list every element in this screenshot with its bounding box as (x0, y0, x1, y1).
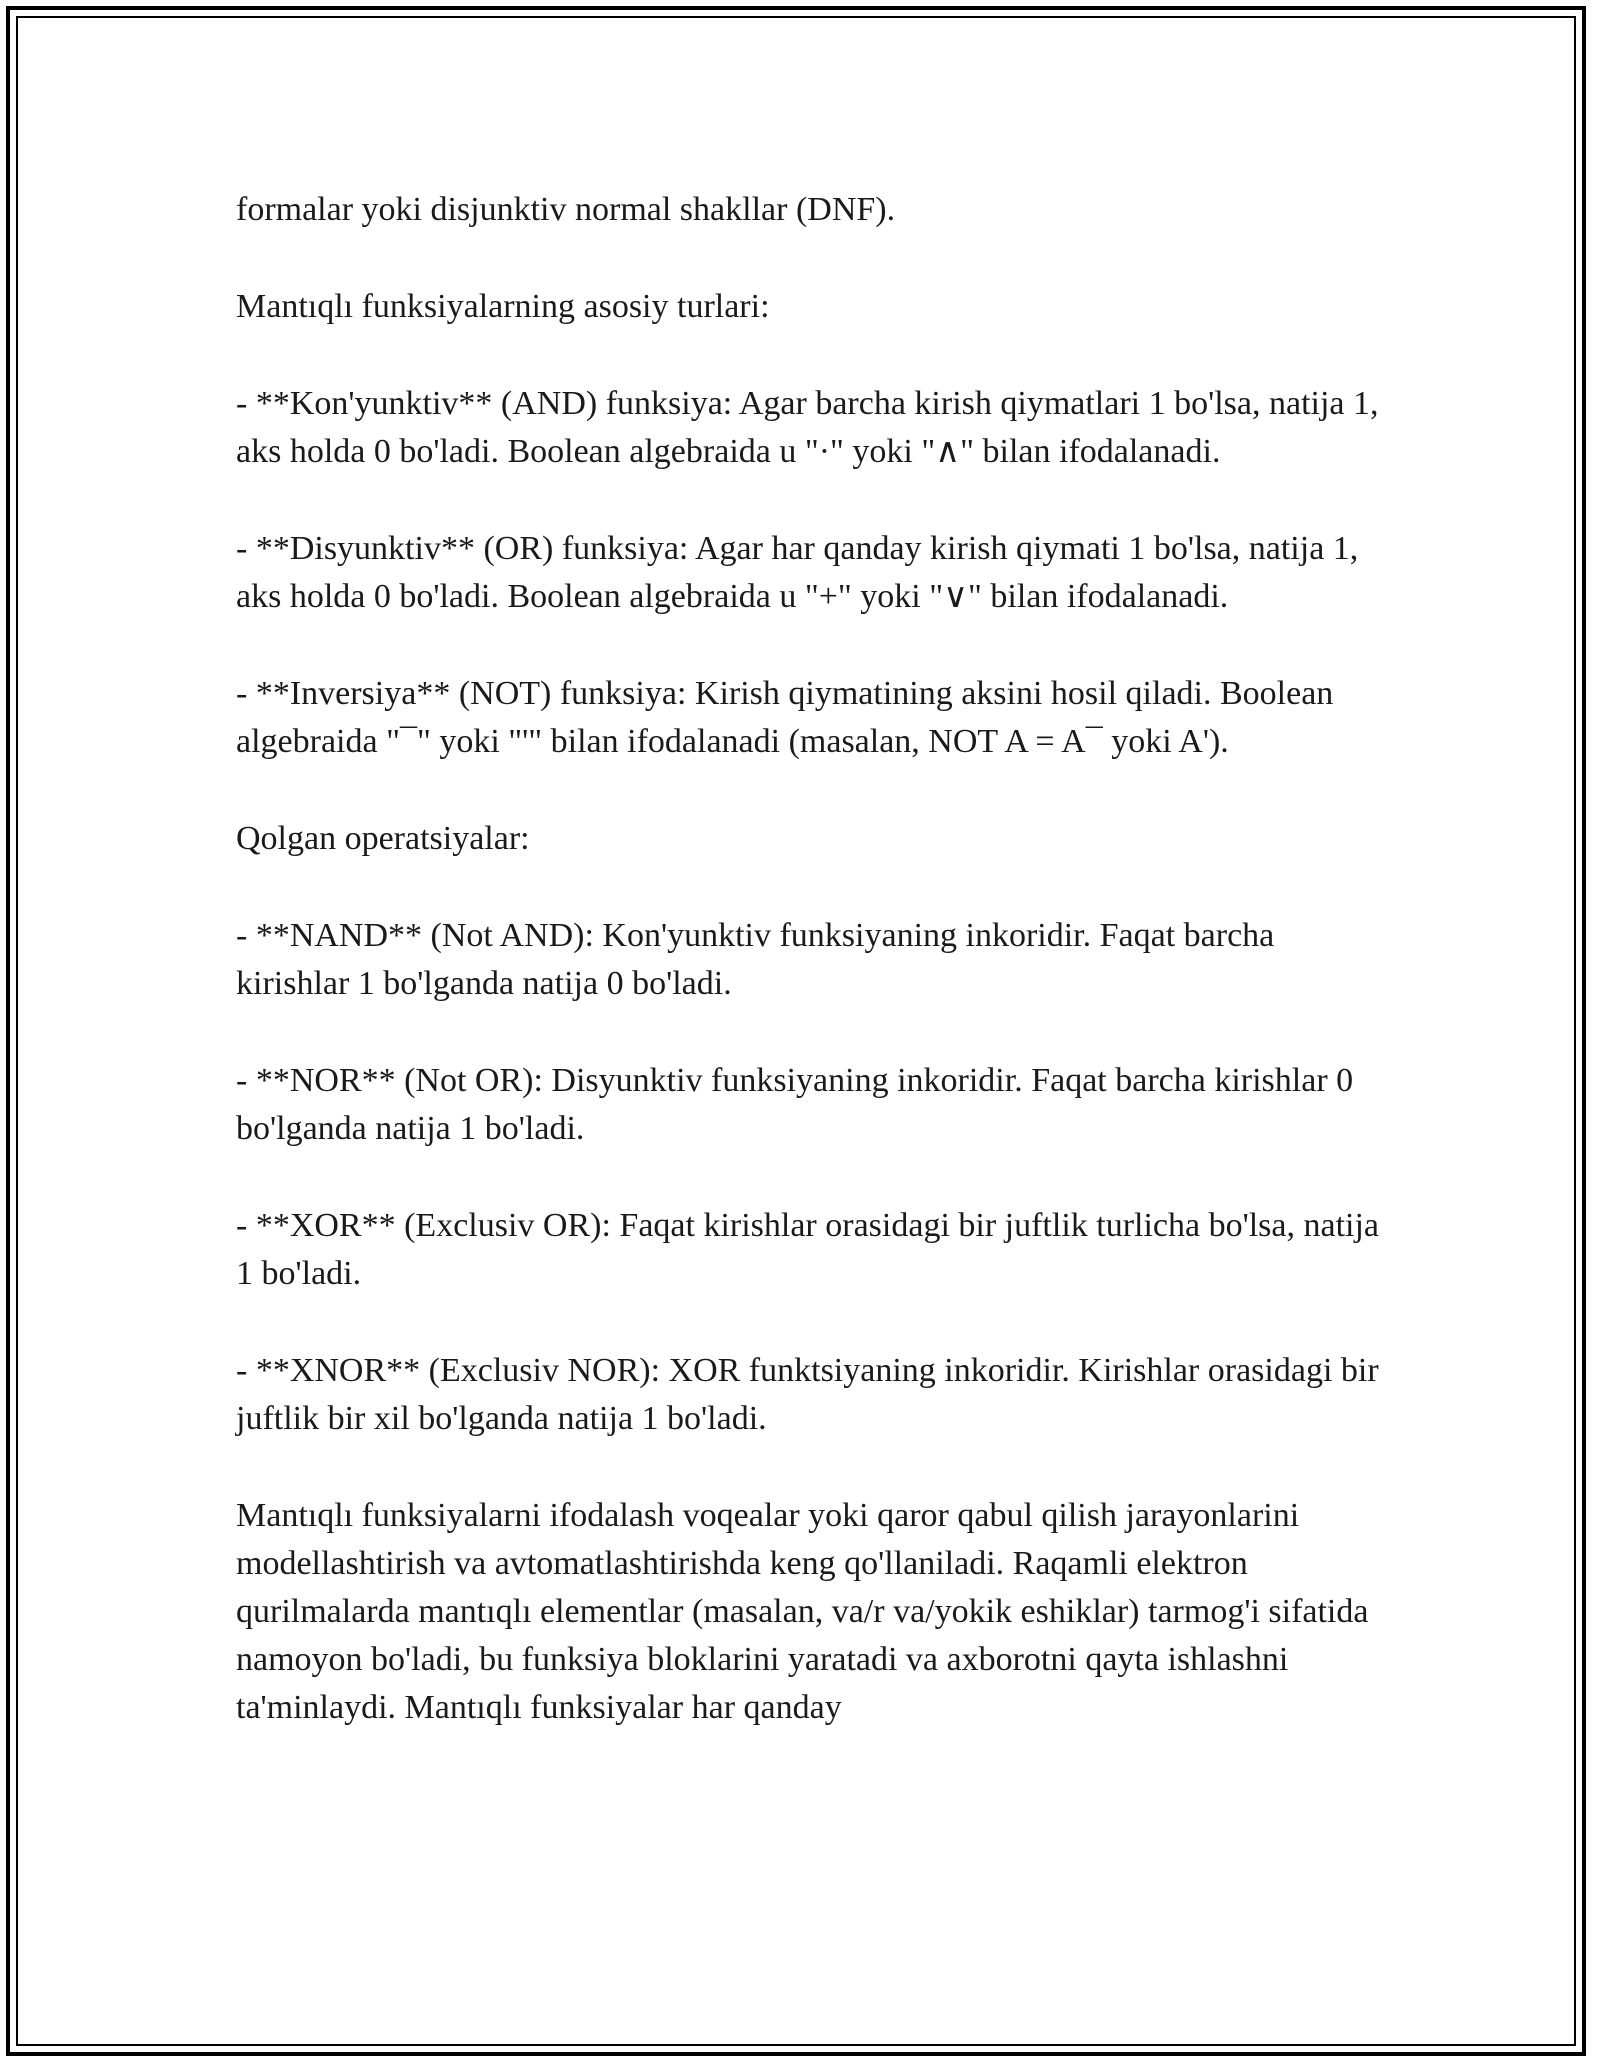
document-body (236, 186, 1396, 1732)
list-item-nand: - **NAND** (Not AND): Kon'yunktiv funksiyaning inkoridir. Faqat barcha kirishlar 1 bo'lganda natija 0 bo'ladi. (236, 917, 1275, 1002)
heading-main-types: Mantıqlı funksiyalarning asosiy turlari: (236, 288, 770, 325)
paragraph-applications: Mantıqlı funksiyalarni ifodalash voqealar yoki qaror qabul qilish jarayonlarini modellashtirish va avtomatlashtirishda keng qo'llaniladi. Raqamli elektron qurilmalarda mantıqlı elementlar (masalan, va/r va/yokik eshiklar) tarmog'i sifatida namoyon bo'ladi, bu funksiya bloklarini yaratadi va axborotni qayta ishlashni ta'minlaydi. Mantıqlı funksiyalar har qanday (236, 1497, 1369, 1726)
list-item-xor: - **XOR** (Exclusiv OR): Faqat kirishlar orasidagi bir juftlik turlicha bo'lsa, natija 1 bo'ladi. (236, 1207, 1380, 1292)
list-item-not: - **Inversiya** (NOT) funksiya: Kirish qiymatining aksini hosil qiladi. Boolean algebraida "¯" yoki "'" bilan ifodalanadi (masalan, NOT A = A¯ yoki A'). (236, 675, 1334, 760)
heading-other-operations: Qolgan operatsiyalar: (236, 820, 530, 857)
list-item-xnor: - **XNOR** (Exclusiv NOR): XOR funktsiyaning inkoridir. Kirishlar orasidagi bir juftlik bir xil bo'lganda natija 1 bo'ladi. (236, 1352, 1379, 1437)
list-item-or: - **Disyunktiv** (OR) funksiya: Agar har qanday kirish qiymati 1 bo'lsa, natija 1, aks holda 0 bo'ladi. Boolean algebraida u "+" yoki "∨" bilan ifodalanadi. (236, 530, 1359, 615)
list-item-and: - **Kon'yunktiv** (AND) funksiya: Agar barcha kirish qiymatlari 1 bo'lsa, natija 1, aks holda 0 bo'ladi. Boolean algebraida u "·" yoki "∧" bilan ifodalanadi. (236, 385, 1379, 470)
list-item-nor: - **NOR** (Not OR): Disyunktiv funksiyaning inkoridir. Faqat barcha kirishlar 0 bo'lganda natija 1 bo'ladi. (236, 1062, 1354, 1147)
paragraph-dnf-continuation: formalar yoki disjunktiv normal shakllar (DNF). (236, 191, 896, 228)
